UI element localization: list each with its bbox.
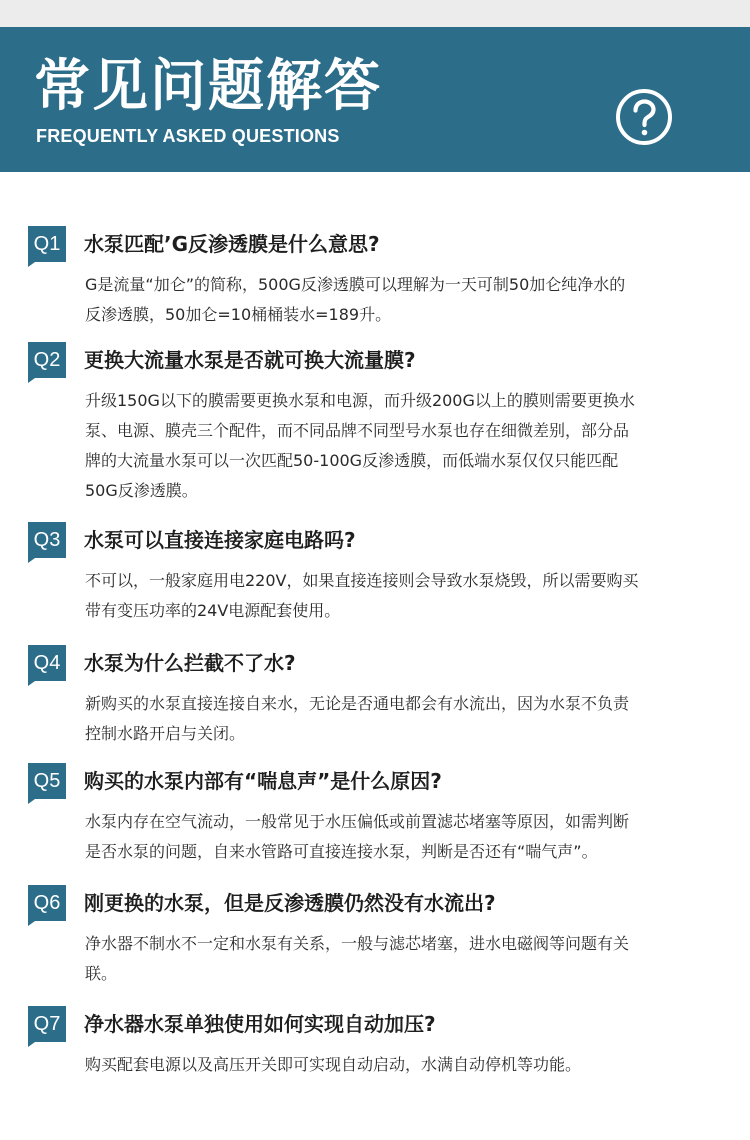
- answer-line: 控制水路开启与关闭。: [85, 724, 246, 743]
- answer-line: 牌的大流量水泵可以一次匹配50-100G反渗透膜，而低端水泵仅仅只能匹配: [85, 451, 619, 470]
- answer-text: [85, 689, 710, 749]
- answer-line: 净水器不制水不一定和水泵有关系，一般与滤芯堵塞，进水电磁阀等问题有关: [85, 934, 630, 953]
- question-title: 购买的水泵内部有“喘息声”是什么原因?: [84, 769, 442, 793]
- question-badge: [28, 522, 66, 558]
- question-title: 水泵匹配’G反渗透膜是什么意思?: [84, 232, 380, 256]
- answer-text: [85, 270, 710, 330]
- answer-line: 新购买的水泵直接连接自来水，无论是否通电都会有水流出，因为水泵不负责: [85, 694, 630, 713]
- answer-text: [85, 807, 710, 867]
- question-number: Q7: [33, 1013, 61, 1035]
- top-strip: [0, 0, 750, 27]
- answer-text: [85, 929, 710, 989]
- question-number: Q2: [33, 349, 61, 371]
- header-banner: [0, 27, 750, 172]
- answer-line: 是否水泵的问题，自来水管路可直接连接水泵，判断是否还有“喘气声”。: [85, 842, 598, 861]
- question-badge: [28, 226, 66, 262]
- question-badge: [28, 1006, 66, 1042]
- answer-text: [85, 566, 710, 626]
- question-title: 刚更换的水泵，但是反渗透膜仍然没有水流出?: [84, 891, 496, 915]
- answer-line: 升级150G以下的膜需要更换水泵和电源，而升级200G以上的膜则需要更换水: [85, 391, 635, 410]
- answer-line: 反渗透膜，50加仑=10桶桶装水=189升。: [85, 305, 392, 324]
- answer-line: 水泵内存在空气流动，一般常见于水压偏低或前置滤芯堵塞等原因，如需判断: [85, 812, 630, 831]
- answer-line: 泵、电源、膜壳三个配件，而不同品牌不同型号水泵也存在细微差别，部分品: [85, 421, 630, 440]
- question-badge: [28, 342, 66, 378]
- page-title: 常见问题解答: [34, 54, 382, 119]
- answer-text: [85, 386, 710, 506]
- question-badge: [28, 885, 66, 921]
- question-badge: [28, 763, 66, 799]
- question-title: 更换大流量水泵是否就可换大流量膜?: [84, 348, 416, 372]
- question-number: Q3: [33, 529, 61, 551]
- answer-line: 购买配套电源以及高压开关即可实现自动启动，水满自动停机等功能。: [85, 1055, 582, 1074]
- answer-line: 联。: [85, 964, 118, 983]
- page-subtitle: FREQUENTLY ASKED QUESTIONS: [36, 126, 340, 146]
- answer-line: 带有变压功率的24V电源配套使用。: [85, 601, 341, 620]
- question-number: Q4: [33, 652, 61, 674]
- question-number: Q6: [33, 892, 61, 914]
- question-number: Q1: [33, 233, 61, 255]
- answer-line: G是流量“加仑”的简称，500G反渗透膜可以理解为一天可制50加仑纯净水的: [85, 275, 626, 294]
- question-title: 净水器水泵单独使用如何实现自动加压?: [84, 1012, 436, 1036]
- question-circle-icon: [615, 88, 673, 146]
- answer-line: 不可以，一般家庭用电220V，如果直接连接则会导致水泵烧毁，所以需要购买: [85, 571, 639, 590]
- answer-text: [85, 1050, 710, 1080]
- question-title: 水泵可以直接连接家庭电路吗?: [84, 528, 356, 552]
- question-title: 水泵为什么拦截不了水?: [84, 651, 296, 675]
- answer-line: 50G反渗透膜。: [85, 481, 198, 500]
- question-badge: [28, 645, 66, 681]
- question-number: Q5: [33, 770, 61, 792]
